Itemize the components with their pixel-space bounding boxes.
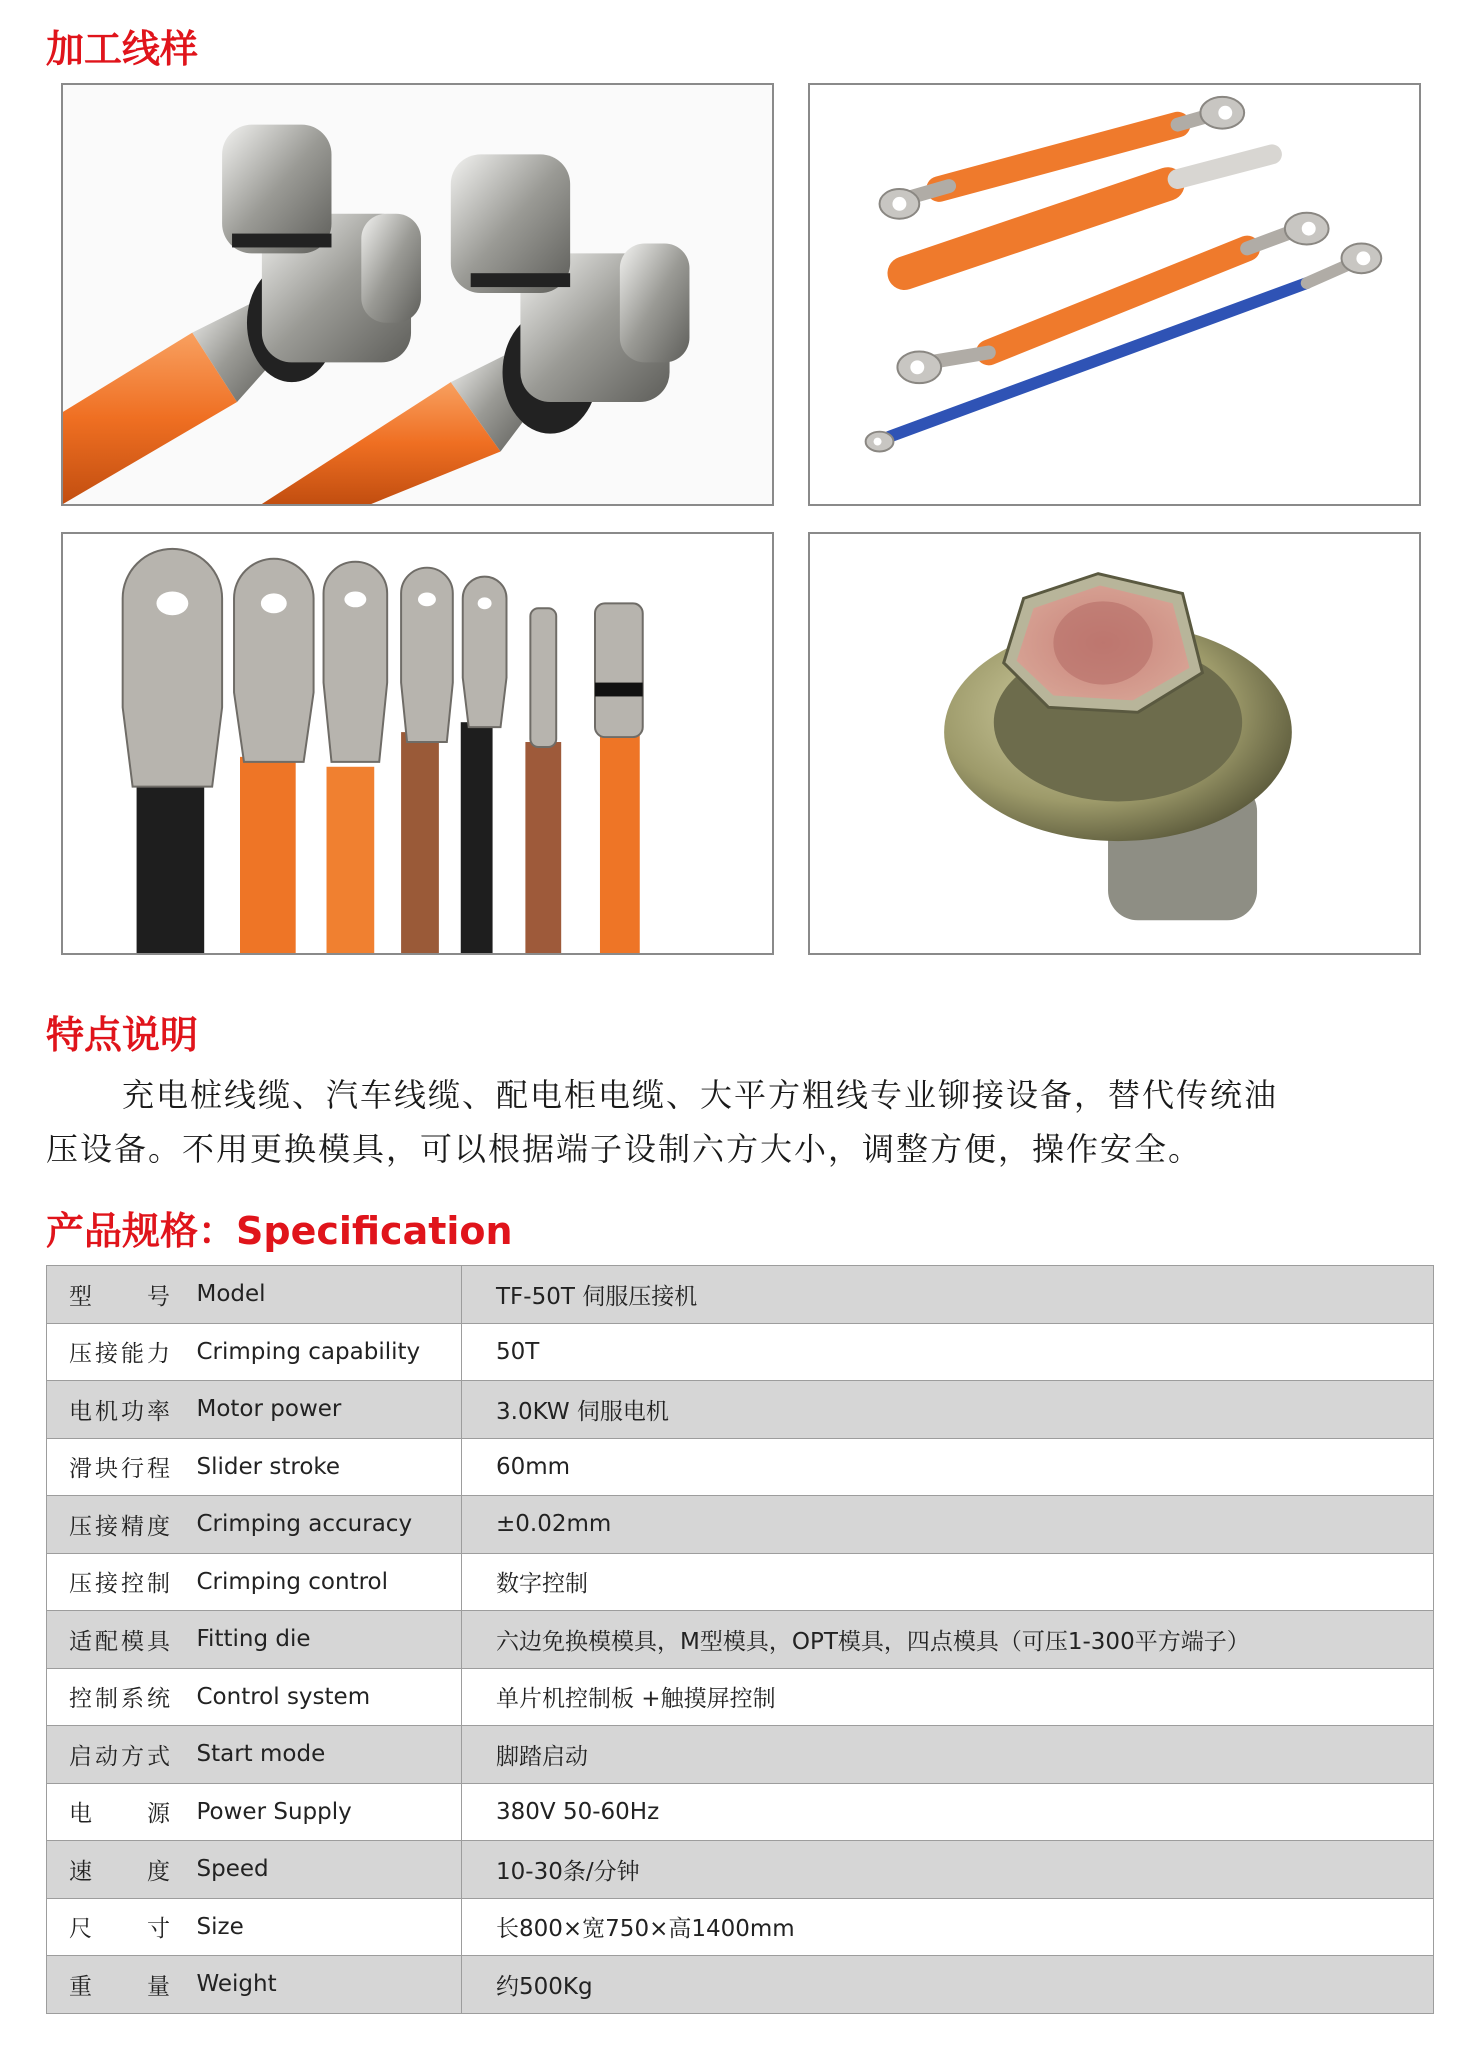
samples-title: 加工线样 (46, 27, 199, 71)
spec-label-zh: 电 源 (47, 1783, 187, 1841)
features-description (46, 1068, 1426, 1176)
spec-label-en: Power Supply (187, 1783, 462, 1841)
spec-label-en: Slider stroke (187, 1438, 462, 1496)
spec-row (47, 1668, 1434, 1726)
spec-value: 数字控制 (462, 1553, 1434, 1611)
spec-row (47, 1898, 1434, 1956)
spec-row (47, 1783, 1434, 1841)
spec-label-zh: 速 度 (47, 1841, 187, 1899)
spec-label-zh: 滑块行程 (47, 1438, 187, 1496)
spec-value: 3.0KW 伺服电机 (462, 1381, 1434, 1439)
spec-label-en: Fitting die (187, 1611, 462, 1669)
spec-row (47, 1956, 1434, 2014)
spec-label-zh: 电机功率 (47, 1381, 187, 1439)
spec-value: TF-50T 伺服压接机 (462, 1266, 1434, 1324)
spec-value: 50T (462, 1323, 1434, 1381)
spec-label-zh: 压接控制 (47, 1553, 187, 1611)
spec-label-zh: 重 量 (47, 1956, 187, 2014)
spec-label-en: Crimping capability (187, 1323, 462, 1381)
spec-label-en: Start mode (187, 1726, 462, 1784)
spec-label-en: Crimping control (187, 1553, 462, 1611)
spec-label-en: Weight (187, 1956, 462, 2014)
spec-label-en: Speed (187, 1841, 462, 1899)
photo-terminal-lineup (61, 532, 774, 955)
spec-label-zh: 型 号 (47, 1266, 187, 1324)
features-title: 特点说明 (46, 1013, 199, 1057)
spec-label-zh: 启动方式 (47, 1726, 187, 1784)
spec-value: 脚踏启动 (462, 1726, 1434, 1784)
photo-hex-crimp (808, 532, 1421, 955)
spec-label-en: Size (187, 1898, 462, 1956)
spec-title: 产品规格：Specification (46, 1209, 513, 1253)
spec-label-en: Motor power (187, 1381, 462, 1439)
spec-label-en: Control system (187, 1668, 462, 1726)
features-line-2: 压设备。不用更换模具，可以根据端子设制六方大小，调整方便，操作安全。 (46, 1130, 1203, 1168)
spec-label-zh: 压接精度 (47, 1496, 187, 1554)
spec-label-zh: 控制系统 (47, 1668, 187, 1726)
photo-connector-cables (61, 83, 774, 506)
spec-label-en: Model (187, 1266, 462, 1324)
features-line-1: 充电桩线缆、汽车线缆、配电柜电缆、大平方粗线专业铆接设备，替代传统油 (122, 1076, 1279, 1114)
spec-value: 长800×宽750×高1400mm (462, 1898, 1434, 1956)
spec-row (47, 1323, 1434, 1381)
spec-value: 单片机控制板 +触摸屏控制 (462, 1668, 1434, 1726)
spec-value: 六边免换模模具，M型模具，OPT模具，四点模具（可压1-300平方端子） (462, 1611, 1434, 1669)
spec-value: 380V 50-60Hz (462, 1783, 1434, 1841)
spec-row (47, 1726, 1434, 1784)
spec-row (47, 1381, 1434, 1439)
spec-table (46, 1265, 1434, 2014)
spec-row (47, 1496, 1434, 1554)
spec-label-zh: 压接能力 (47, 1323, 187, 1381)
spec-value: 60mm (462, 1438, 1434, 1496)
spec-row (47, 1611, 1434, 1669)
spec-label-zh: 适配模具 (47, 1611, 187, 1669)
spec-row (47, 1553, 1434, 1611)
photo-lug-cables (808, 83, 1421, 506)
spec-row (47, 1438, 1434, 1496)
spec-label-zh: 尺 寸 (47, 1898, 187, 1956)
spec-value: 约500Kg (462, 1956, 1434, 2014)
spec-value: ±0.02mm (462, 1496, 1434, 1554)
spec-row (47, 1266, 1434, 1324)
spec-value: 10-30条/分钟 (462, 1841, 1434, 1899)
spec-label-en: Crimping accuracy (187, 1496, 462, 1554)
spec-row (47, 1841, 1434, 1899)
